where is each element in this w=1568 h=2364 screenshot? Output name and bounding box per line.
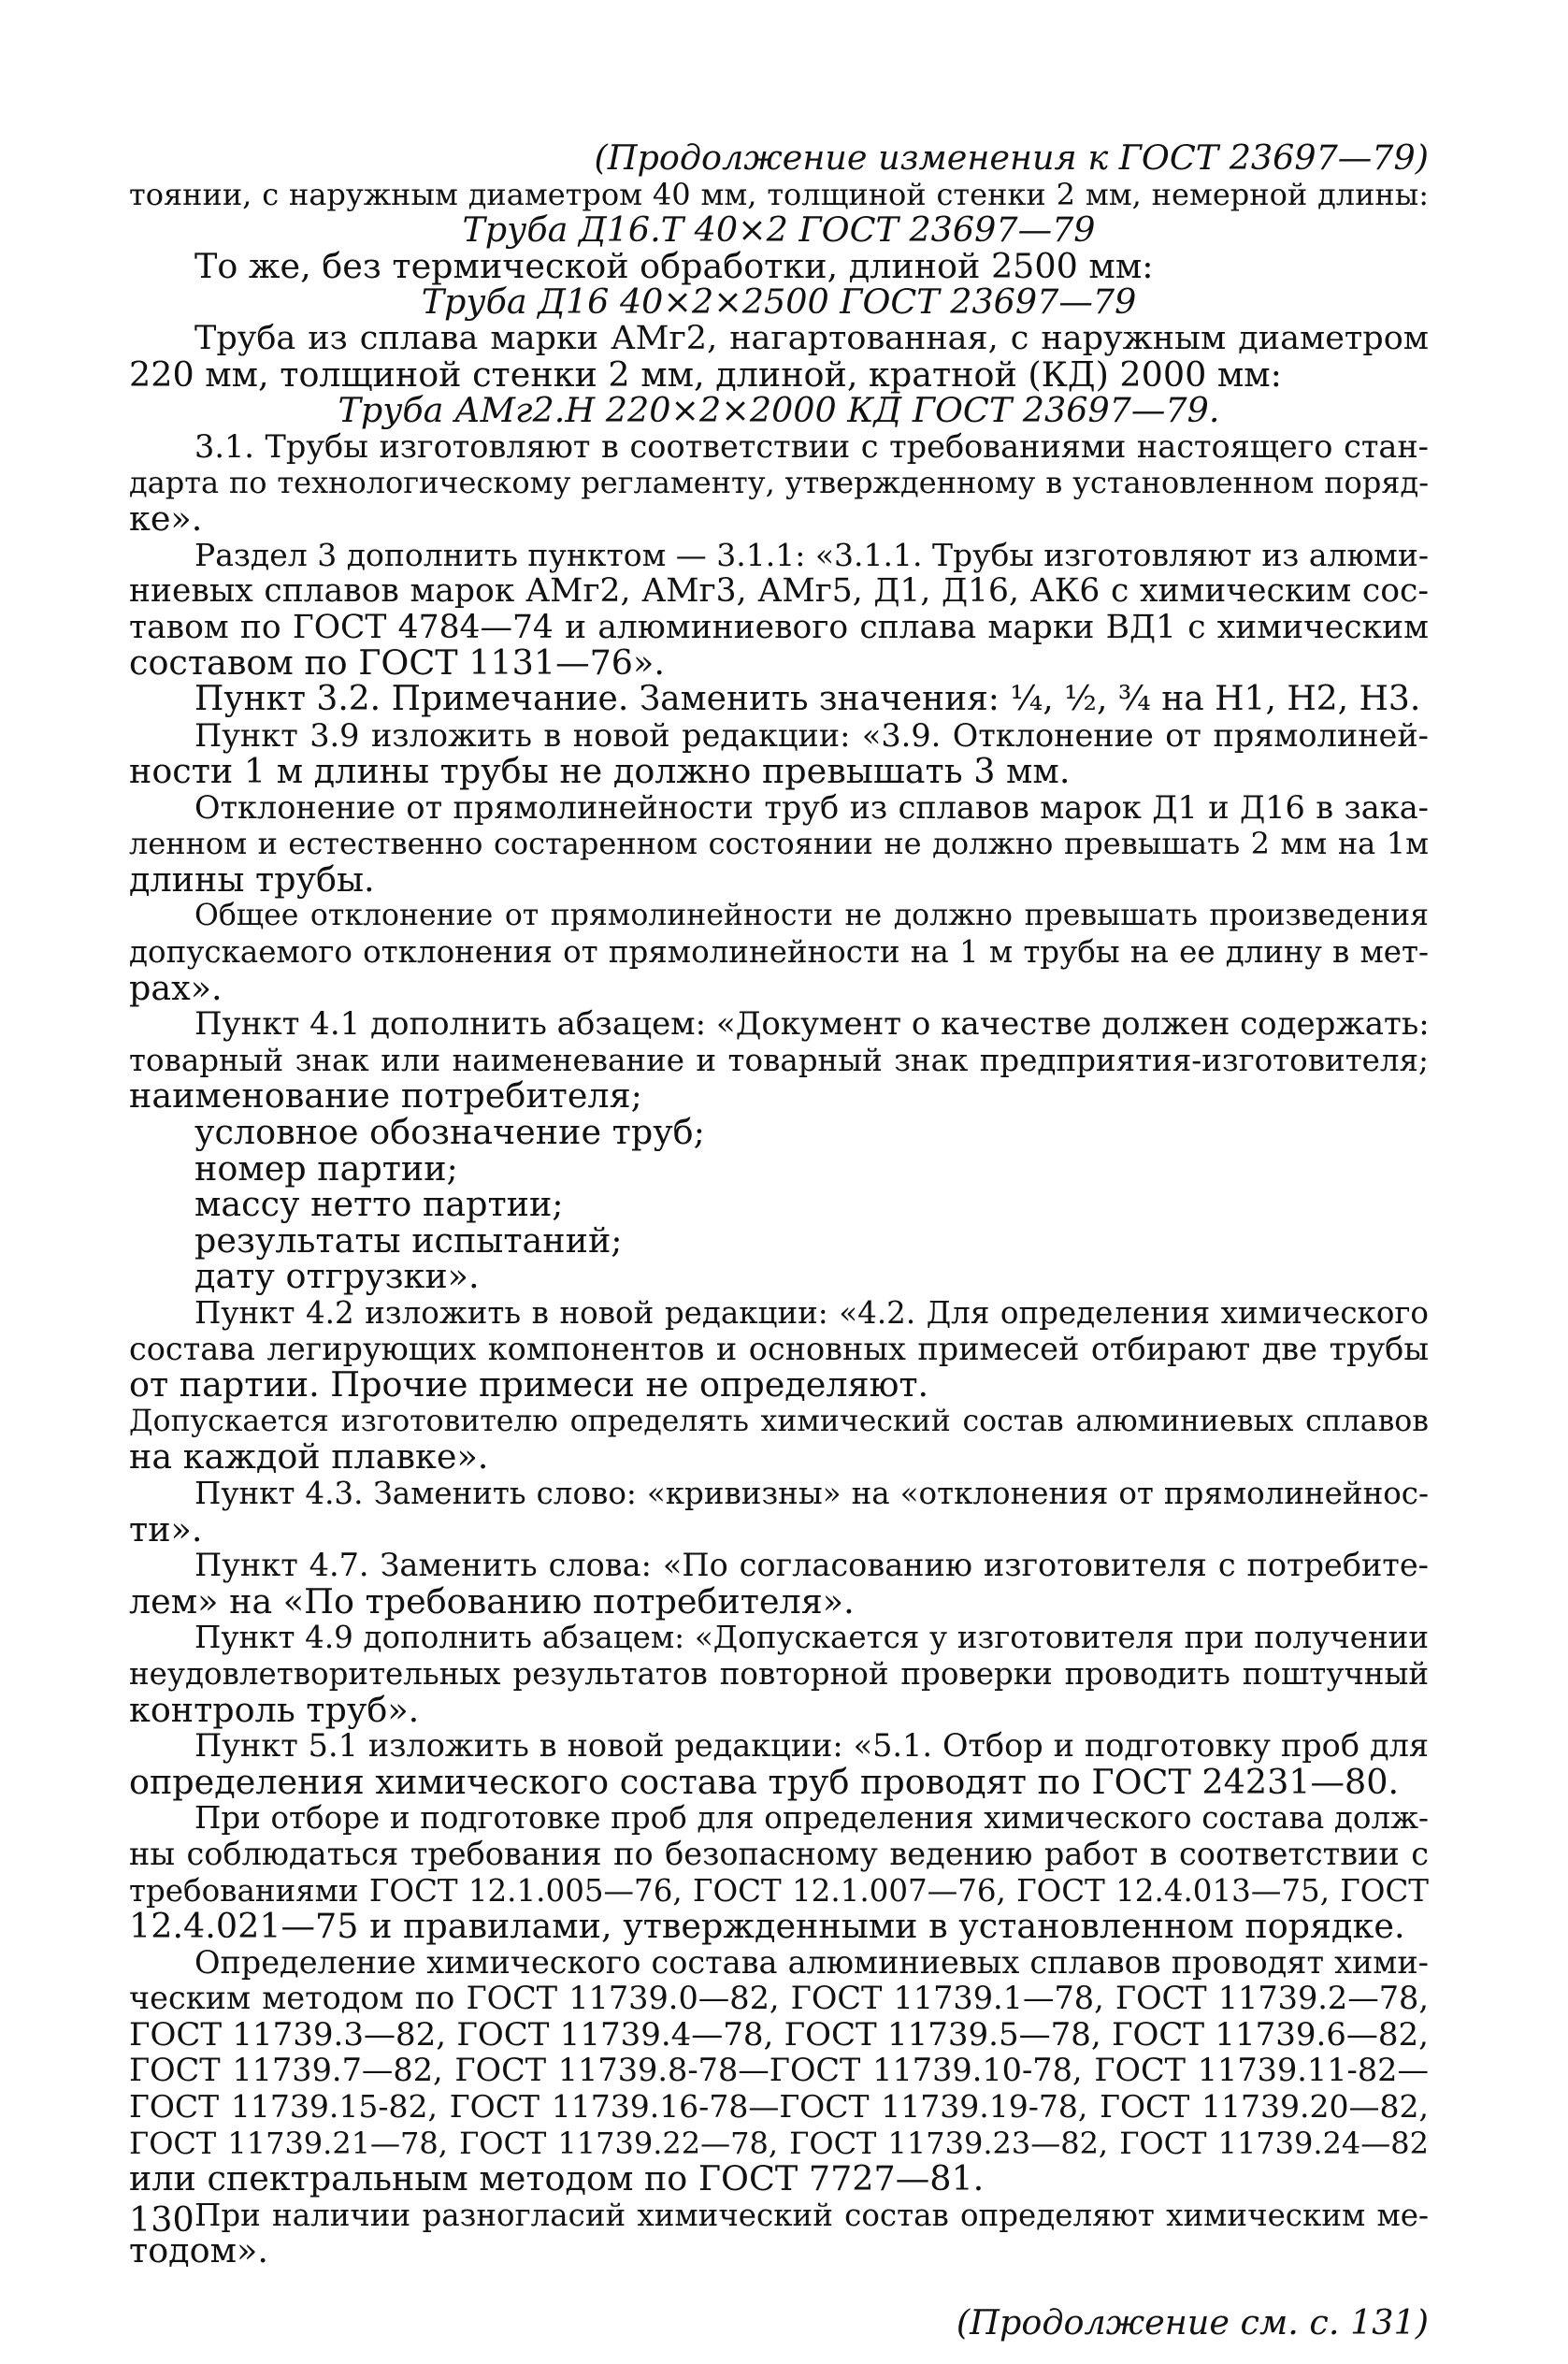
text-line: При наличии разногласий химический состав определяют химическим ме- (194, 2197, 1429, 2233)
text-line: ти». (129, 1508, 203, 1550)
text-line: ности 1 м длины трубы не должно превышать 3 мм. (129, 751, 1071, 792)
text-line: длины трубы. (129, 858, 375, 900)
document-page (129, 137, 1430, 2343)
text-line: 12.4.021—75 и правилами, утвержденными в установленном порядке. (129, 1906, 1405, 1947)
text-line: 220 мм, толщиной стенки 2 мм, длиной, кратной (КД) 2000 мм: (129, 353, 1282, 395)
text-line: состава легирующих компонентов и основных примесей отбирают две трубы (129, 1330, 1429, 1367)
text-line: ленном и естественно состаренном состоянии не должно превышать 2 мм на 1м (129, 826, 1429, 862)
text-line: Труба из сплава марки АМг2, нагартованная, с наружным диаметром (194, 319, 1429, 357)
text-line: на каждой плавке». (129, 1436, 489, 1478)
text-line: определения химического состава труб проводят по ГОСТ 24231—80. (129, 1761, 1400, 1802)
paragraph-4-1: Пункт 4.1 дополнить абзацем: «Документ о качестве должен содержать: (194, 1005, 1430, 1044)
list-item: номер партии; (194, 1147, 458, 1189)
list-item: массу нетто партии; (194, 1184, 564, 1225)
designation-example: Труба Д16.Т 40×2 ГОСТ 23697—79 (462, 209, 1096, 251)
text-line: лем» на «По требованию потребителя». (129, 1580, 855, 1622)
text-line: контроль труб». (129, 1689, 420, 1730)
text-line: ны соблюдаться требования по безопасному ведению работ в соответствии с (129, 1835, 1429, 1872)
list-item: условное обозначение труб; (194, 1112, 705, 1153)
text-line: тавом по ГОСТ 4784—74 и алюминиевого сплава марки ВД1 с химическим (129, 608, 1429, 646)
text-line: При отборе и подготовке проб для определения химического состава долж- (194, 1800, 1429, 1837)
text-line: Общее отклонение от прямолинейности не должно превышать произведения (194, 899, 1429, 933)
designation-example: Труба Д16 40×2×2500 ГОСТ 23697—79 (421, 281, 1137, 323)
text-line: ГОСТ 11739.7—82, ГОСТ 11739.8-78—ГОСТ 11739.10-78, ГОСТ 11739.11-82— (129, 2052, 1429, 2089)
text-line: или спектральным методом по ГОСТ 7727—81. (129, 2158, 985, 2199)
text-line: допускаемого отклонения от прямолинейности на 1 м трубы на ее длину в мет- (129, 934, 1429, 971)
text-line: То же, без термической обработки, длиной 2500 мм: (194, 245, 1154, 286)
paragraph-3-1: 3.1. Трубы изготовляют в соответствии с требованиями настоящего стан- (194, 427, 1429, 465)
header-continuation-note: (Продолжение изменения к ГОСТ 23697—79) (594, 137, 1429, 178)
list-item: результаты испытаний; (194, 1219, 623, 1261)
footer-continuation-note: (Продолжение см. с. 131) (956, 2302, 1429, 2343)
text-line: Определение химического состава алюминиевых сплавов проводят хими- (194, 1943, 1429, 1981)
text-line: неудовлетворительных результатов повторной проверки проводить поштучный (129, 1655, 1429, 1692)
page-number: 130 (129, 2199, 194, 2240)
text-line: Допускается изготовителю определять химический состав алюминиевых сплавов (129, 1404, 1429, 1438)
text-line: тодом». (129, 2230, 268, 2271)
text-line: требованиями ГОСТ 12.1.005—76, ГОСТ 12.1.007—76, ГОСТ 12.4.013—75, ГОСТ (129, 1872, 1429, 1909)
paragraph-4-3: Пункт 4.3. Заменить слово: «кривизны» на «отклонения от прямолинейнос- (194, 1475, 1429, 1511)
text-line: ГОСТ 11739.15-82, ГОСТ 11739.16-78—ГОСТ 11739.19-78, ГОСТ 11739.20—82, (129, 2088, 1429, 2126)
text-line: ке». (129, 497, 203, 539)
text-line: рах». (129, 967, 223, 1008)
text-line: дарта по технологическому регламенту, утвержденному в установленном поряд- (129, 465, 1429, 501)
paragraph-3-2: Пункт 3.2. Примечание. Заменить значения: ¼, ½, ¾ на Н1, Н2, Н3. (194, 679, 1421, 718)
text-line: товарный знак или наименевание и товарный знак предприятия-изготовителя; (129, 1042, 1429, 1078)
text-line: ГОСТ 11739.21—78, ГОСТ 11739.22—78, ГОСТ 11739.23—82, ГОСТ 11739.24—82 (129, 2125, 1429, 2161)
text-line: ческим методом по ГОСТ 11739.0—82, ГОСТ 11739.1—78, ГОСТ 11739.2—78, (129, 1980, 1429, 2017)
paragraph-4-7: Пункт 4.7. Заменить слова: «По согласованию изготовителя с потребите- (194, 1547, 1429, 1584)
text-line: от партии. Прочие примеси не определяют. (129, 1364, 929, 1405)
text-line: ГОСТ 11739.3—82, ГОСТ 11739.4—78, ГОСТ 11739.5—78, ГОСТ 11739.6—82, (129, 2015, 1429, 2054)
text-line: ниевых сплавов марок АМг2, АМг3, АМг5, Д1, Д16, АК6 с химическим сос- (129, 572, 1429, 611)
text-line: составом по ГОСТ 1131—76». (129, 642, 665, 684)
list-item: наименование потребителя; (129, 1075, 642, 1117)
list-item: дату отгрузки». (194, 1256, 480, 1297)
text-line: Отклонение от прямолинейности труб из сплавов марок Д1 и Д16 в зака- (194, 788, 1429, 826)
text-line: тоянии, с наружным диаметром 40 мм, толщиной стенки 2 мм, немерной длины: (129, 176, 1429, 212)
paragraph-3-9: Пункт 3.9 изложить в новой редакции: «3.9. Отклонение от прямолиней- (194, 716, 1429, 754)
designation-example: Труба АМг2.Н 220×2×2000 КД ГОСТ 23697—79. (338, 390, 1220, 431)
paragraph-5-1: Пункт 5.1 изложить в новой редакции: «5.1. Отбор и подготовку проб для (194, 1727, 1429, 1765)
paragraph-4-9: Пункт 4.9 дополнить абзацем: «Допускается у изготовителя при получении (194, 1620, 1429, 1656)
paragraph-section-3: Раздел 3 дополнить пунктом — 3.1.1: «3.1.1. Трубы изготовляют из алюми- (194, 536, 1429, 573)
paragraph-4-2: Пункт 4.2 изложить в новой редакции: «4.2. Для определения химического (194, 1295, 1429, 1331)
